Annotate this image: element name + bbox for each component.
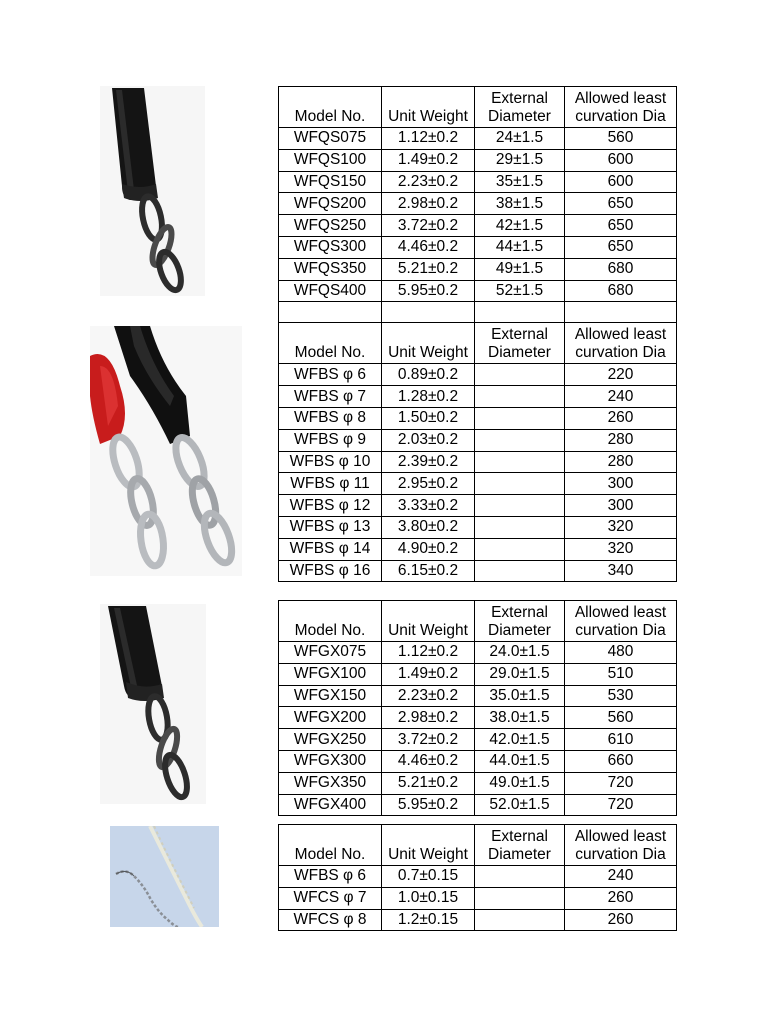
cell-curvation: 560 xyxy=(565,707,677,729)
cell-weight: 3.72±0.2 xyxy=(382,215,475,237)
cell-weight: 4.46±0.2 xyxy=(382,236,475,258)
table-row xyxy=(279,909,677,931)
cell-weight: 1.50±0.2 xyxy=(382,407,475,429)
header-curvation: Allowed least curvation Dia xyxy=(565,601,677,642)
table-row xyxy=(279,495,677,517)
cell-model: WFQS100 xyxy=(279,149,382,171)
cell-curvation: 680 xyxy=(565,280,677,302)
cell-diameter: 24±1.5 xyxy=(475,128,565,150)
table-row xyxy=(279,280,677,302)
cell-model: WFBS φ 16 xyxy=(279,560,382,582)
cell-diameter: 38.0±1.5 xyxy=(475,707,565,729)
cell-curvation: 660 xyxy=(565,750,677,772)
cell-weight: 1.2±0.15 xyxy=(382,909,475,931)
product-photo-wfbs xyxy=(90,326,242,576)
cell-weight: 1.28±0.2 xyxy=(382,386,475,408)
cell-model: WFCS φ 7 xyxy=(279,887,382,909)
cell-curvation: 510 xyxy=(565,663,677,685)
table-row xyxy=(279,663,677,685)
cell-diameter xyxy=(475,516,565,538)
header-curvation: Allowed least curvation Dia xyxy=(565,825,677,866)
cell-model: WFGX075 xyxy=(279,642,382,664)
spec-table-wfqs xyxy=(278,86,677,582)
product-photo-wfqs xyxy=(100,86,205,296)
cell-curvation: 560 xyxy=(565,128,677,150)
table-row xyxy=(279,171,677,193)
product-photo-wfcs xyxy=(110,826,219,927)
table-row xyxy=(279,386,677,408)
cell-model: WFGX250 xyxy=(279,729,382,751)
header-curvation: Allowed least curvation Dia xyxy=(565,87,677,128)
cell-model: WFGX200 xyxy=(279,707,382,729)
cell-diameter: 52±1.5 xyxy=(475,280,565,302)
cell-weight: 5.95±0.2 xyxy=(382,794,475,816)
header-model: Model No. xyxy=(279,601,382,642)
table-header-row xyxy=(279,87,677,128)
cell-curvation: 300 xyxy=(565,495,677,517)
cell-weight: 5.95±0.2 xyxy=(382,280,475,302)
cell-model: WFGX100 xyxy=(279,663,382,685)
cell-diameter: 24.0±1.5 xyxy=(475,642,565,664)
cell-diameter: 29±1.5 xyxy=(475,149,565,171)
cell-model: WFGX150 xyxy=(279,685,382,707)
spec-table-wfcs xyxy=(278,824,677,931)
cell-weight: 6.15±0.2 xyxy=(382,560,475,582)
cell-weight: 2.98±0.2 xyxy=(382,707,475,729)
cell-model: WFQS200 xyxy=(279,193,382,215)
table-row xyxy=(279,364,677,386)
cell-model: WFQS075 xyxy=(279,128,382,150)
table-row xyxy=(279,258,677,280)
cell-curvation: 260 xyxy=(565,407,677,429)
cell-model: WFQS250 xyxy=(279,215,382,237)
blank-row xyxy=(279,302,677,323)
cell-model: WFQS400 xyxy=(279,280,382,302)
table-row xyxy=(279,538,677,560)
header-curvation: Allowed least curvation Dia xyxy=(565,323,677,364)
cell-weight: 3.33±0.2 xyxy=(382,495,475,517)
table-header-row xyxy=(279,825,677,866)
cell-curvation: 260 xyxy=(565,909,677,931)
cell-curvation: 610 xyxy=(565,729,677,751)
cell-weight: 2.23±0.2 xyxy=(382,171,475,193)
table-row xyxy=(279,729,677,751)
cell-diameter xyxy=(475,407,565,429)
cell-diameter: 52.0±1.5 xyxy=(475,794,565,816)
cell-curvation: 720 xyxy=(565,794,677,816)
table-header-row xyxy=(279,601,677,642)
cell-model: WFBS φ 7 xyxy=(279,386,382,408)
cell-model: WFBS φ 6 xyxy=(279,364,382,386)
table-header-row xyxy=(279,323,677,364)
table-row xyxy=(279,236,677,258)
cell-diameter: 42±1.5 xyxy=(475,215,565,237)
table-row xyxy=(279,516,677,538)
table-row xyxy=(279,451,677,473)
table-row xyxy=(279,407,677,429)
table-row xyxy=(279,642,677,664)
cell-curvation: 650 xyxy=(565,236,677,258)
cell-diameter: 35±1.5 xyxy=(475,171,565,193)
header-weight: Unit Weight xyxy=(382,825,475,866)
cell-diameter xyxy=(475,887,565,909)
cell-model: WFBS φ 8 xyxy=(279,407,382,429)
cell-curvation: 220 xyxy=(565,364,677,386)
header-weight: Unit Weight xyxy=(382,323,475,364)
table-row xyxy=(279,772,677,794)
cell-curvation: 280 xyxy=(565,451,677,473)
cell-diameter: 44.0±1.5 xyxy=(475,750,565,772)
cell-curvation: 600 xyxy=(565,171,677,193)
cell-diameter xyxy=(475,473,565,495)
cell-diameter xyxy=(475,495,565,517)
cell-diameter: 49±1.5 xyxy=(475,258,565,280)
table-row xyxy=(279,887,677,909)
cell-weight: 4.90±0.2 xyxy=(382,538,475,560)
header-model: Model No. xyxy=(279,87,382,128)
cell-diameter xyxy=(475,538,565,560)
cell-model: WFBS φ 6 xyxy=(279,866,382,888)
cell-curvation: 680 xyxy=(565,258,677,280)
cell-diameter xyxy=(475,560,565,582)
cell-weight: 1.0±0.15 xyxy=(382,887,475,909)
cell-model: WFQS300 xyxy=(279,236,382,258)
product-photo-wfgx xyxy=(100,604,206,804)
cell-weight: 2.03±0.2 xyxy=(382,429,475,451)
cell-weight: 2.98±0.2 xyxy=(382,193,475,215)
cell-curvation: 600 xyxy=(565,149,677,171)
header-model: Model No. xyxy=(279,825,382,866)
cell-model: WFQS150 xyxy=(279,171,382,193)
cell-curvation: 240 xyxy=(565,866,677,888)
cell-diameter: 38±1.5 xyxy=(475,193,565,215)
spec-table-wfgx xyxy=(278,600,677,816)
cell-model: WFBS φ 10 xyxy=(279,451,382,473)
cell-curvation: 720 xyxy=(565,772,677,794)
cell-diameter xyxy=(475,364,565,386)
cell-diameter xyxy=(475,909,565,931)
cell-curvation: 320 xyxy=(565,516,677,538)
cell-diameter xyxy=(475,429,565,451)
cell-diameter: 35.0±1.5 xyxy=(475,685,565,707)
table-row xyxy=(279,707,677,729)
header-diameter: External Diameter xyxy=(475,323,565,364)
cell-curvation: 320 xyxy=(565,538,677,560)
cell-diameter xyxy=(475,451,565,473)
table-row xyxy=(279,685,677,707)
header-diameter: External Diameter xyxy=(475,87,565,128)
cell-curvation: 300 xyxy=(565,473,677,495)
table-row xyxy=(279,149,677,171)
cell-curvation: 340 xyxy=(565,560,677,582)
cell-curvation: 650 xyxy=(565,193,677,215)
table-row xyxy=(279,866,677,888)
table-row xyxy=(279,193,677,215)
cell-weight: 5.21±0.2 xyxy=(382,258,475,280)
cell-weight: 1.49±0.2 xyxy=(382,663,475,685)
cell-curvation: 530 xyxy=(565,685,677,707)
table-row xyxy=(279,473,677,495)
cell-model: WFGX350 xyxy=(279,772,382,794)
cell-weight: 2.23±0.2 xyxy=(382,685,475,707)
table-row xyxy=(279,215,677,237)
cell-model: WFBS φ 14 xyxy=(279,538,382,560)
cell-diameter: 42.0±1.5 xyxy=(475,729,565,751)
header-diameter: External Diameter xyxy=(475,825,565,866)
cell-model: WFGX300 xyxy=(279,750,382,772)
cell-diameter: 49.0±1.5 xyxy=(475,772,565,794)
cell-weight: 4.46±0.2 xyxy=(382,750,475,772)
table-row xyxy=(279,750,677,772)
cell-weight: 1.12±0.2 xyxy=(382,642,475,664)
cell-weight: 2.95±0.2 xyxy=(382,473,475,495)
cell-weight: 0.7±0.15 xyxy=(382,866,475,888)
cell-model: WFBS φ 9 xyxy=(279,429,382,451)
cell-weight: 1.12±0.2 xyxy=(382,128,475,150)
cell-model: WFQS350 xyxy=(279,258,382,280)
header-weight: Unit Weight xyxy=(382,601,475,642)
cell-model: WFBS φ 11 xyxy=(279,473,382,495)
cell-weight: 3.72±0.2 xyxy=(382,729,475,751)
cell-model: WFBS φ 12 xyxy=(279,495,382,517)
table-row xyxy=(279,560,677,582)
table-row xyxy=(279,128,677,150)
cell-weight: 0.89±0.2 xyxy=(382,364,475,386)
cell-curvation: 280 xyxy=(565,429,677,451)
header-diameter: External Diameter xyxy=(475,601,565,642)
cell-weight: 2.39±0.2 xyxy=(382,451,475,473)
cell-model: WFGX400 xyxy=(279,794,382,816)
table-row xyxy=(279,429,677,451)
cell-weight: 5.21±0.2 xyxy=(382,772,475,794)
cell-model: WFCS φ 8 xyxy=(279,909,382,931)
cell-curvation: 650 xyxy=(565,215,677,237)
cell-curvation: 260 xyxy=(565,887,677,909)
table-row xyxy=(279,794,677,816)
header-model: Model No. xyxy=(279,323,382,364)
cell-curvation: 480 xyxy=(565,642,677,664)
cell-diameter: 29.0±1.5 xyxy=(475,663,565,685)
cell-weight: 1.49±0.2 xyxy=(382,149,475,171)
cell-curvation: 240 xyxy=(565,386,677,408)
cell-diameter xyxy=(475,866,565,888)
cell-model: WFBS φ 13 xyxy=(279,516,382,538)
cell-diameter: 44±1.5 xyxy=(475,236,565,258)
cell-diameter xyxy=(475,386,565,408)
cell-weight: 3.80±0.2 xyxy=(382,516,475,538)
header-weight: Unit Weight xyxy=(382,87,475,128)
